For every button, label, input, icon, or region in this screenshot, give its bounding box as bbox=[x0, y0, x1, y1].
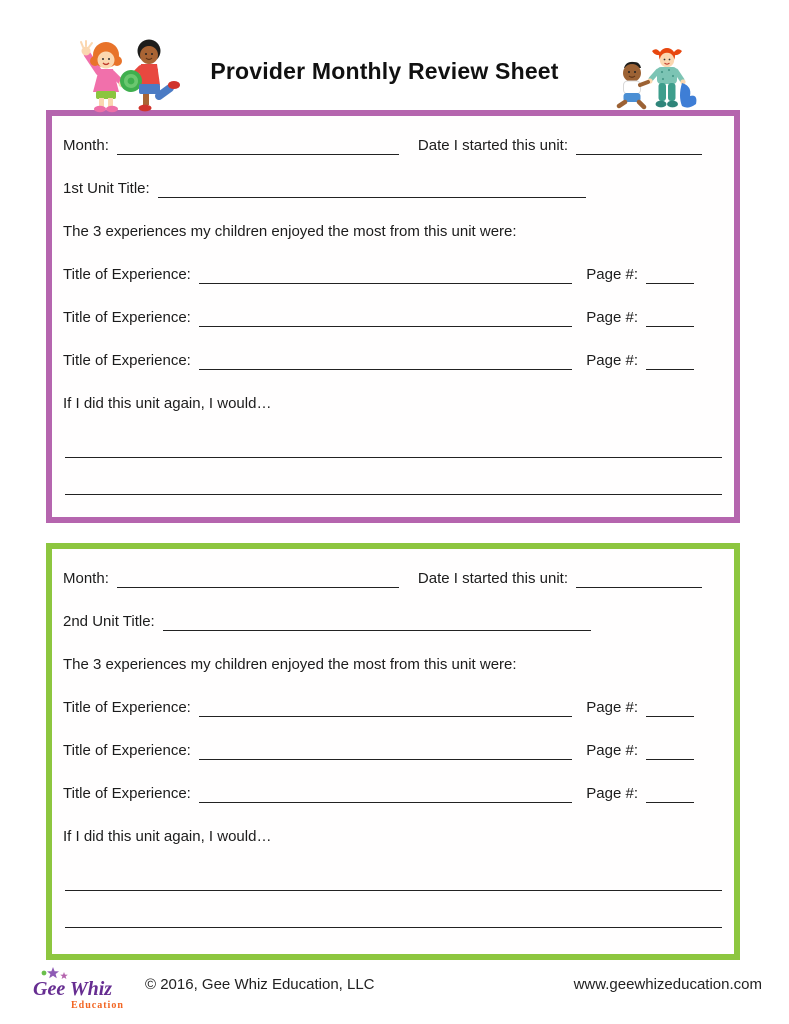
page-number-label: Page #: bbox=[586, 699, 638, 716]
page-number-input-line[interactable] bbox=[646, 699, 694, 717]
page-number-label: Page #: bbox=[586, 352, 638, 369]
reflection-input-line-2[interactable] bbox=[65, 494, 722, 495]
toddler-figure bbox=[647, 48, 696, 108]
unit-title-input-line[interactable] bbox=[158, 180, 586, 198]
reflection-prompt-label: If I did this unit again, I would… bbox=[63, 395, 272, 412]
baby-figure bbox=[619, 62, 648, 107]
copyright-text: © 2016, Gee Whiz Education, LLC bbox=[145, 976, 375, 993]
page-number-label: Page #: bbox=[586, 309, 638, 326]
reflection-prompt bbox=[63, 824, 724, 846]
experience-row bbox=[63, 262, 724, 284]
gee-whiz-logo-icon bbox=[31, 962, 131, 1014]
experience-label: Title of Experience: bbox=[63, 352, 191, 369]
date-started-input-line[interactable] bbox=[576, 570, 702, 588]
month-date-row bbox=[63, 566, 724, 588]
experience-row bbox=[63, 305, 724, 327]
unit-1-section bbox=[46, 110, 740, 523]
logo-text: Gee Whiz bbox=[33, 978, 113, 1000]
date-started-label: Date I started this unit: bbox=[417, 570, 568, 587]
experiences-intro bbox=[63, 652, 724, 674]
experience-input-line[interactable] bbox=[199, 699, 572, 717]
date-started-input-line[interactable] bbox=[576, 137, 702, 155]
header bbox=[0, 0, 789, 110]
reflection-input-line-1[interactable] bbox=[65, 457, 722, 458]
experience-row bbox=[63, 695, 724, 717]
experience-label: Title of Experience: bbox=[63, 742, 191, 759]
experiences-intro bbox=[63, 219, 724, 241]
experience-row bbox=[63, 348, 724, 370]
experience-input-line[interactable] bbox=[199, 266, 572, 284]
experience-label: Title of Experience: bbox=[63, 785, 191, 802]
page-number-input-line[interactable] bbox=[646, 785, 694, 803]
experiences-intro-label: The 3 experiences my children enjoyed the most from this unit were: bbox=[63, 656, 517, 673]
logo-star-dot bbox=[42, 971, 47, 976]
reflection-prompt bbox=[63, 391, 724, 413]
experiences-intro-label: The 3 experiences my children enjoyed the most from this unit were: bbox=[63, 223, 517, 240]
month-label: Month: bbox=[63, 137, 109, 154]
page-number-input-line[interactable] bbox=[646, 309, 694, 327]
unit-2-section bbox=[46, 543, 740, 960]
page-number-label: Page #: bbox=[586, 785, 638, 802]
unit-title-row bbox=[63, 609, 724, 631]
unit-title-row bbox=[63, 176, 724, 198]
month-input-line[interactable] bbox=[117, 137, 399, 155]
website-text: www.geewhizeducation.com bbox=[573, 976, 762, 993]
page-title: Provider Monthly Review Sheet bbox=[210, 58, 559, 84]
month-date-row bbox=[63, 133, 724, 155]
baby-and-toddler-icon bbox=[612, 46, 716, 112]
experience-input-line[interactable] bbox=[199, 742, 572, 760]
footer bbox=[0, 962, 789, 1014]
reflection-prompt-label: If I did this unit again, I would… bbox=[63, 828, 272, 845]
unit-title-label: 2nd Unit Title: bbox=[63, 613, 155, 630]
month-label: Month: bbox=[63, 570, 109, 587]
page-number-input-line[interactable] bbox=[646, 266, 694, 284]
unit-title-label: 1st Unit Title: bbox=[63, 180, 150, 197]
page-number-label: Page #: bbox=[586, 266, 638, 283]
page-number-input-line[interactable] bbox=[646, 352, 694, 370]
reflection-input-line-2[interactable] bbox=[65, 927, 722, 928]
experience-label: Title of Experience: bbox=[63, 309, 191, 326]
experience-input-line[interactable] bbox=[199, 352, 572, 370]
date-started-group bbox=[418, 137, 724, 155]
experience-input-line[interactable] bbox=[199, 309, 572, 327]
unit-title-input-line[interactable] bbox=[163, 613, 591, 631]
page-number-label: Page #: bbox=[586, 742, 638, 759]
logo-subtext: Education bbox=[71, 1000, 124, 1011]
month-input-line[interactable] bbox=[117, 570, 399, 588]
experience-label: Title of Experience: bbox=[63, 699, 191, 716]
experience-row bbox=[63, 781, 724, 803]
experience-label: Title of Experience: bbox=[63, 266, 191, 283]
experience-row bbox=[63, 738, 724, 760]
date-started-group bbox=[418, 570, 724, 588]
reflection-input-line-1[interactable] bbox=[65, 890, 722, 891]
experience-input-line[interactable] bbox=[199, 785, 572, 803]
page-number-input-line[interactable] bbox=[646, 742, 694, 760]
date-started-label: Date I started this unit: bbox=[417, 137, 568, 154]
